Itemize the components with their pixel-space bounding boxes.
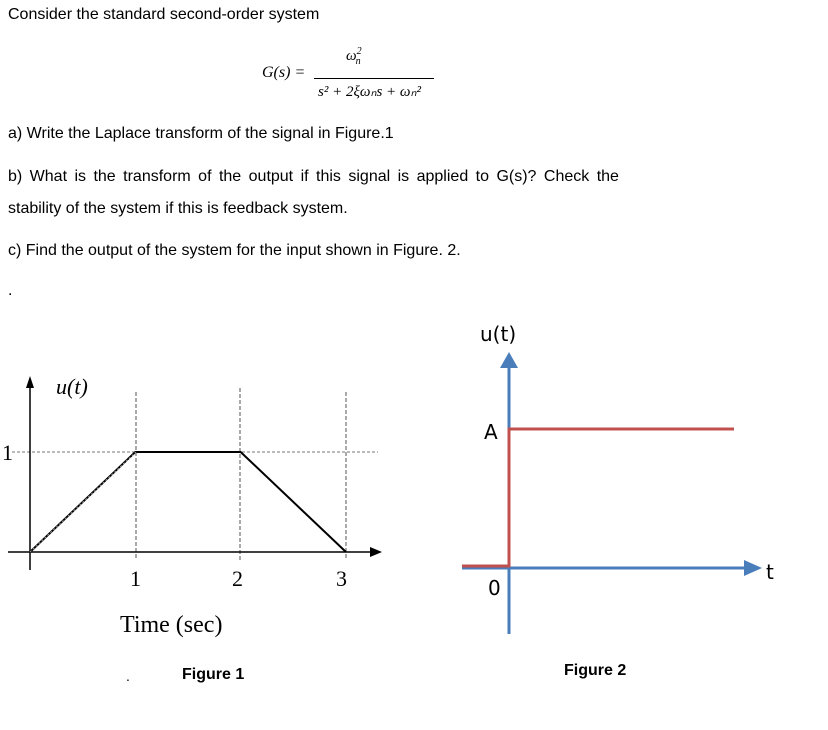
fig1-y-arrow [26, 376, 34, 388]
question-b-line1: b) What is the transform of the output if this signal is applied to G(s)? Check the [8, 168, 619, 185]
fig1-signal-curve [30, 452, 346, 552]
fig1-tick-3: 3 [336, 566, 347, 591]
fig2-xlabel: t [766, 560, 774, 584]
fig2-amplitude-label: A [484, 420, 498, 444]
fig2-ylabel: u(t) [480, 322, 517, 346]
fig2-origin-label: 0 [488, 576, 501, 600]
question-a: a) Write the Laplace transform of the signal in Figure.1 [8, 125, 394, 142]
fig1-tick-2: 2 [232, 566, 243, 591]
intro-text: Consider the standard second-order system [8, 6, 320, 23]
equation-denominator: s² + 2ξωₙs + ωₙ² [318, 84, 421, 100]
figure-1-caption: Figure 1 [182, 666, 245, 683]
fig1-tick-1: 1 [130, 566, 141, 591]
question-c: c) Find the output of the system for the input shown in Figure. 2. [8, 242, 461, 259]
fig1-caption-dot: . [126, 668, 130, 684]
fig1-x-arrow [370, 547, 382, 557]
fig1-ylabel: u(t) [56, 374, 88, 399]
fig1-level-label: 1 [2, 440, 13, 465]
equation-numerator: $\omega^2_n$ [346, 46, 362, 67]
figure-2-caption: Figure 2 [564, 662, 627, 679]
question-b-line2: stability of the system if this is feedback system. [8, 200, 348, 217]
equation-lhs: G(s) = [262, 64, 306, 81]
fig1-xlabel: Time (sec) [120, 612, 223, 638]
fig1-dotted-rise [30, 452, 136, 552]
stray-dot: . [8, 282, 13, 299]
